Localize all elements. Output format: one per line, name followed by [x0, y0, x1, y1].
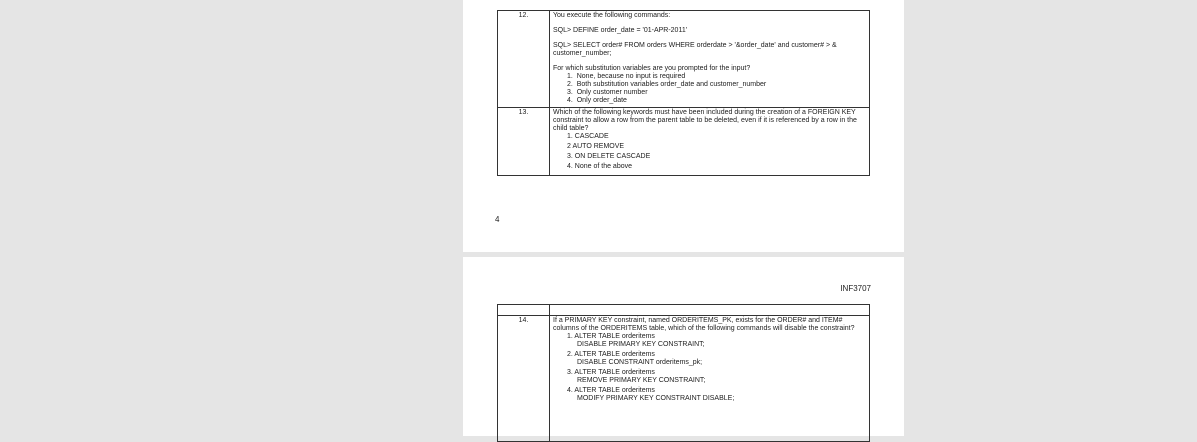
sql-command: SQL> SELECT order# FROM orders WHERE orderdate > '&order_date' and customer# > & customer_number; [553, 42, 837, 57]
header-cell [550, 305, 870, 316]
answer-option-line: REMOVE PRIMARY KEY CONSTRAINT; [577, 377, 706, 384]
questions-table-page-1 [497, 10, 870, 176]
answer-option-line: 1. ALTER TABLE orderitems [567, 333, 655, 340]
question-stem: If a PRIMARY KEY constraint, named ORDERITEMS_PK, exists for the ORDER# and ITEM# columns of the ORDERITEMS table, which of the following commands will disable the constraint? [553, 317, 855, 332]
question-row-13 [498, 108, 870, 176]
questions-table-page-2 [497, 304, 870, 442]
answer-option-line: MODIFY PRIMARY KEY CONSTRAINT DISABLE; [577, 395, 735, 402]
answer-option: 4. None of the above [567, 163, 632, 170]
question-body [550, 108, 870, 176]
page-number: 4 [495, 215, 500, 224]
answer-option-line: DISABLE PRIMARY KEY CONSTRAINT; [577, 341, 705, 348]
answer-options [553, 73, 866, 105]
answer-option [567, 333, 866, 351]
sql-command: SQL> DEFINE order_date = '01-APR-2011' [553, 27, 688, 34]
answer-option: 1. CASCADE [567, 133, 609, 140]
answer-option [567, 351, 866, 369]
question-body [550, 316, 870, 442]
question-body [550, 11, 870, 108]
header-cell [498, 305, 550, 316]
answer-option: 1. None, because no input is required [567, 73, 686, 80]
answer-option: 4. Only order_date [567, 97, 627, 104]
question-number: 12. [498, 11, 550, 108]
answer-option-line: 2. ALTER TABLE orderitems [567, 351, 655, 358]
question-number: 13. [498, 108, 550, 176]
answer-option: 2 AUTO REMOVE [567, 143, 625, 150]
answer-options [553, 133, 866, 173]
answer-option-line: 3. ALTER TABLE orderitems [567, 369, 655, 376]
answer-option: 3. Only customer number [567, 89, 648, 96]
question-row-14 [498, 316, 870, 442]
answer-option-line: 4. ALTER TABLE orderitems [567, 387, 655, 394]
document-page-1 [463, 0, 904, 252]
document-page-2 [463, 257, 904, 436]
answer-option [567, 387, 866, 405]
answer-options [553, 333, 866, 405]
answer-option [567, 369, 866, 387]
table-header-row [498, 305, 870, 316]
question-stem: Which of the following keywords must have been included during the creation of a FOREIGN KEY constraint to allow a row from the parent table to be deleted, even if it is referenced by a row in the child table? [553, 109, 857, 132]
answer-option-line: DISABLE CONSTRAINT orderitems_pk; [577, 359, 703, 366]
question-intro: You execute the following commands: [553, 12, 671, 19]
course-code-header: INF3707 [840, 284, 871, 293]
question-row-12 [498, 11, 870, 108]
question-number: 14. [498, 316, 550, 442]
answer-option: 3. ON DELETE CASCADE [567, 153, 651, 160]
question-stem: For which substitution variables are you prompted for the input? [553, 65, 751, 72]
answer-option: 2. Both substitution variables order_date and customer_number [567, 81, 767, 88]
